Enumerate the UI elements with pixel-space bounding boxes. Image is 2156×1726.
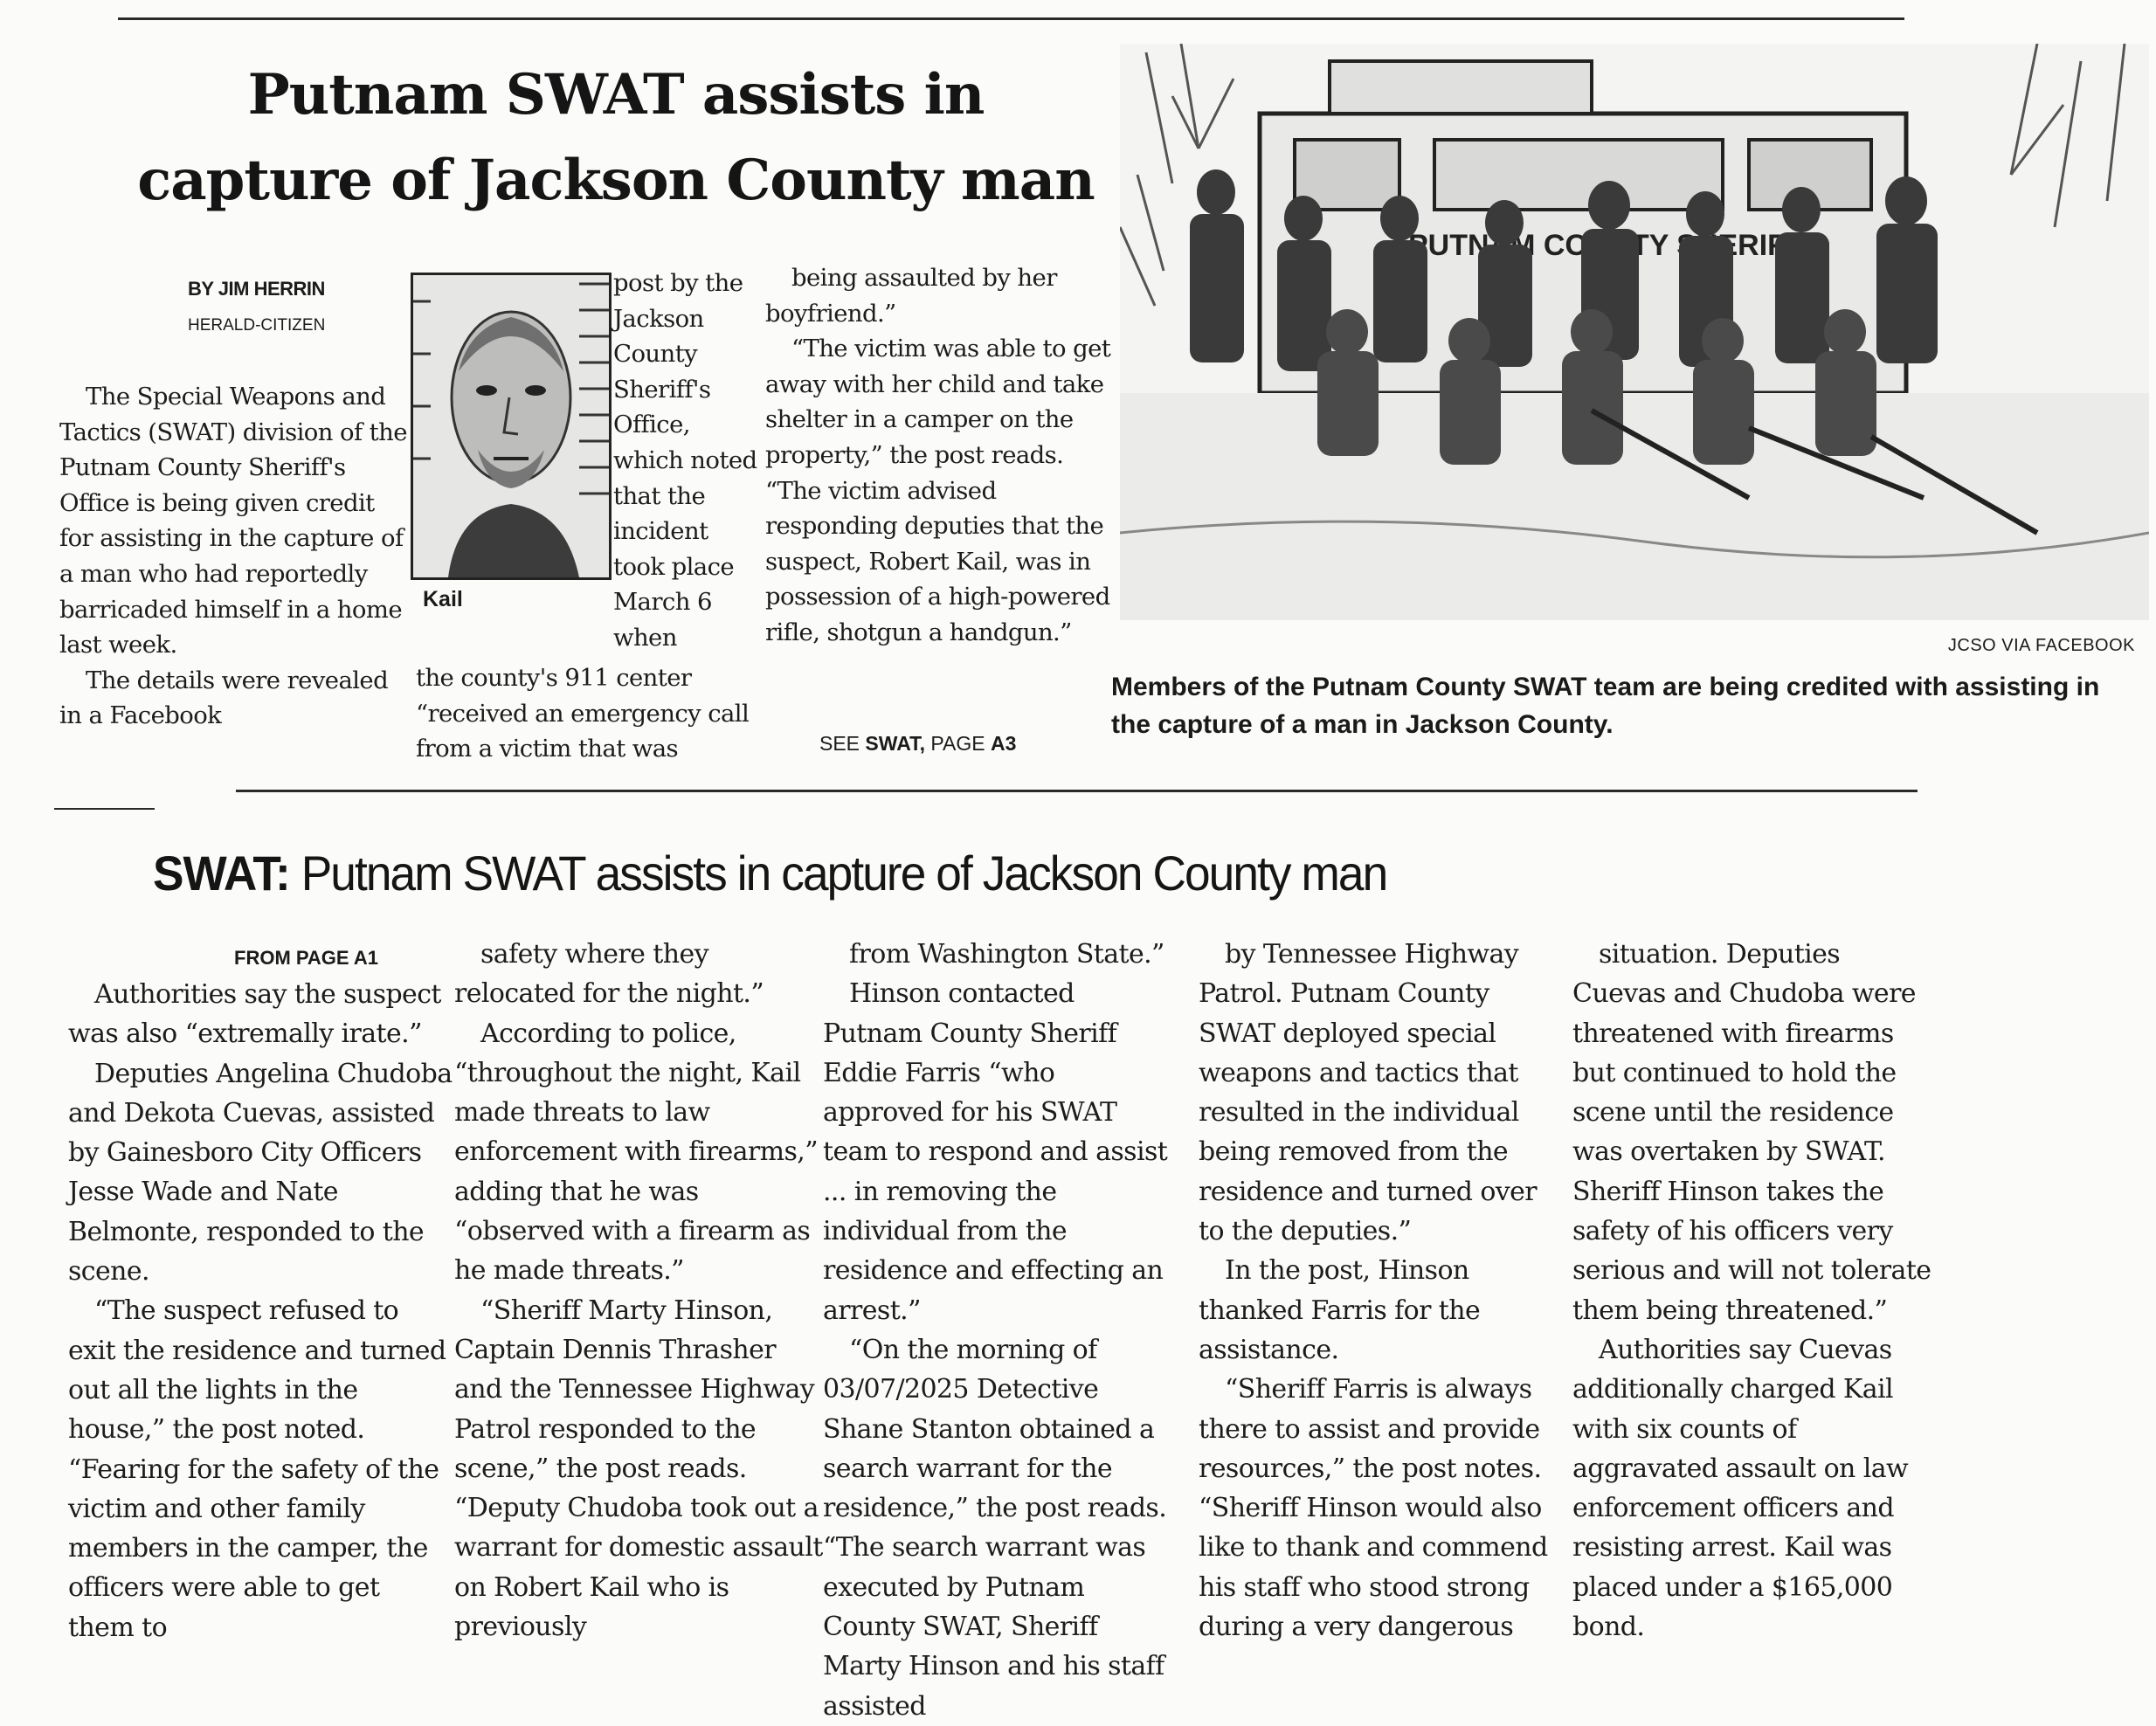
story-paragraph: being assaulted by her boyfriend.” bbox=[765, 264, 1057, 328]
jump-paragraph: situation. Deputies Cuevas and Chudoba were threatened with firearms but continued to hold the scene until the residence was overtaken by SWAT. Sheriff Hinson takes the safety of his officers very serious and will not tolerate them being threatened.” bbox=[1572, 939, 1931, 1326]
story-paragraph: post by the Jackson County Sheriff's Office, which noted that the incident took place March 6 when bbox=[613, 269, 757, 652]
jump-headline-text: Putnam SWAT assists in capture of Jackson County man bbox=[301, 846, 1387, 901]
jump-paragraph: Authorities say the suspect was also “extremally irate.” bbox=[68, 979, 441, 1050]
swat-team-image bbox=[1120, 44, 2149, 620]
story-column-1 bbox=[59, 379, 409, 734]
jump-paragraph: “On the morning of 03/07/2025 Detective Shane Stanton obtained a search warrant for the residence,” the post reads. “The search warrant was executed by Putnam County SWAT, Sheriff Marty Hinson and his staff assisted bbox=[823, 1334, 1167, 1722]
story-column-3 bbox=[765, 260, 1115, 651]
headline-line-2: capture of Jackson County man bbox=[137, 148, 1095, 213]
jump-reference-page: A3 bbox=[991, 732, 1017, 755]
vehicle-text: PUTNAM SHERIFF bbox=[1408, 229, 1804, 262]
jump-paragraph: “The suspect refused to exit the residence and turned out all the lights in the house,” the post noted. “Fearing for the safety of the victim and other family members in the camper, the officers were able to get them to bbox=[68, 1295, 446, 1643]
photo-credit: JCSO VIA FACEBOOK bbox=[1947, 636, 2135, 655]
jump-reference-page-label: PAGE bbox=[930, 732, 985, 755]
jump-column-1 bbox=[68, 975, 453, 1647]
story-column-2-full bbox=[416, 660, 770, 767]
jump-label: SWAT: bbox=[153, 846, 290, 901]
jump-paragraph: “Sheriff Farris is always there to assist and provide resources,” the post notes. “Sheriff Hinson would also like to thank and commend his staff who stood strong during a very dangerous bbox=[1199, 1374, 1548, 1643]
jump-reference-prefix: SEE bbox=[819, 732, 860, 755]
story-headline bbox=[114, 52, 1118, 224]
jump-reference[interactable] bbox=[819, 732, 1016, 756]
jump-paragraph: safety where they relocated for the night.” bbox=[454, 939, 764, 1010]
jump-paragraph: According to police, “throughout the night, Kail made threats to law enforcement with firearms,” adding that he was “observed with a firearm as he made threats.” bbox=[454, 1018, 818, 1287]
swat-team-photo bbox=[1120, 44, 2149, 620]
story-paragraph: “The victim was able to get away with her child and take shelter in a camper on the property,” the post reads. “The victim advised responding deputies that the suspect, Robert Kail, was in possession of a high-powered rifle, shotgun a handgun.” bbox=[765, 335, 1111, 646]
jump-paragraph: In the post, Hinson thanked Farris for the assistance. bbox=[1199, 1255, 1481, 1365]
jump-column-4 bbox=[1199, 935, 1557, 1647]
story-paragraph: the county's 911 center “received an emergency call from a victim that was bbox=[416, 664, 750, 763]
jump-paragraph: “Sheriff Marty Hinson, Captain Dennis Thrasher and the Tennessee Highway Patrol responded to the scene,” the post reads. “Deputy Chudoba took out a warrant for domestic assault on Robert Kail who is previously bbox=[454, 1294, 823, 1643]
mugshot-image bbox=[413, 275, 609, 577]
jump-paragraph: by Tennessee Highway Patrol. Putnam County SWAT deployed special weapons and tactics that resulted in the individual being removed from the residence and turned over to the deputies.” bbox=[1199, 939, 1538, 1247]
jump-paragraph: from Washington State.” bbox=[849, 939, 1164, 970]
story-paragraph: The details were revealed in a Facebook bbox=[59, 666, 389, 730]
byline-outlet: HERALD-CITIZEN bbox=[188, 316, 326, 335]
byline: BY JIM HERRIN bbox=[188, 278, 325, 300]
jump-reference-section: SWAT, bbox=[865, 732, 925, 755]
story-column-2-wrap bbox=[613, 266, 766, 656]
section-rule-left bbox=[54, 808, 155, 810]
mugshot-photo bbox=[411, 273, 612, 580]
mugshot-label: Kail bbox=[423, 587, 463, 611]
photo-caption: Members of the Putnam County SWAT team are being credited with assisting in the capture of a man in Jackson County. bbox=[1111, 673, 2100, 739]
top-rule bbox=[118, 17, 1904, 20]
story-paragraph: The Special Weapons and Tactics (SWAT) division of the Putnam County Sheriff's Office is being given credit for assisting in the capture of a man who had reportedly barricaded himself in a home last week. bbox=[59, 383, 407, 659]
section-rule bbox=[236, 790, 1918, 792]
jump-headline bbox=[153, 839, 1564, 908]
from-page-reference: FROM PAGE A1 bbox=[234, 947, 379, 969]
jump-paragraph: Authorities say Cuevas additionally charged Kail with six counts of aggravated assault on law enforcement officers and resisting arrest. Kail was placed under a $165,000 bond. bbox=[1572, 1334, 1909, 1643]
jump-paragraph: Deputies Angelina Chudoba and Dekota Cuevas, assisted by Gainesboro City Officers Jesse Wade and Nate Belmonte, responded to the scene. bbox=[68, 1058, 453, 1288]
headline-line-1: Putnam SWAT assists in bbox=[247, 62, 985, 128]
jump-paragraph: Hinson contacted Putnam County Sheriff Eddie Farris “who approved for his SWAT team to respond and assist ... in removing the individual from the residence and effecting an arrest.” bbox=[823, 978, 1168, 1326]
jump-column-2 bbox=[454, 935, 826, 1647]
jump-column-3 bbox=[823, 935, 1181, 1726]
jump-column-5 bbox=[1572, 935, 1939, 1647]
